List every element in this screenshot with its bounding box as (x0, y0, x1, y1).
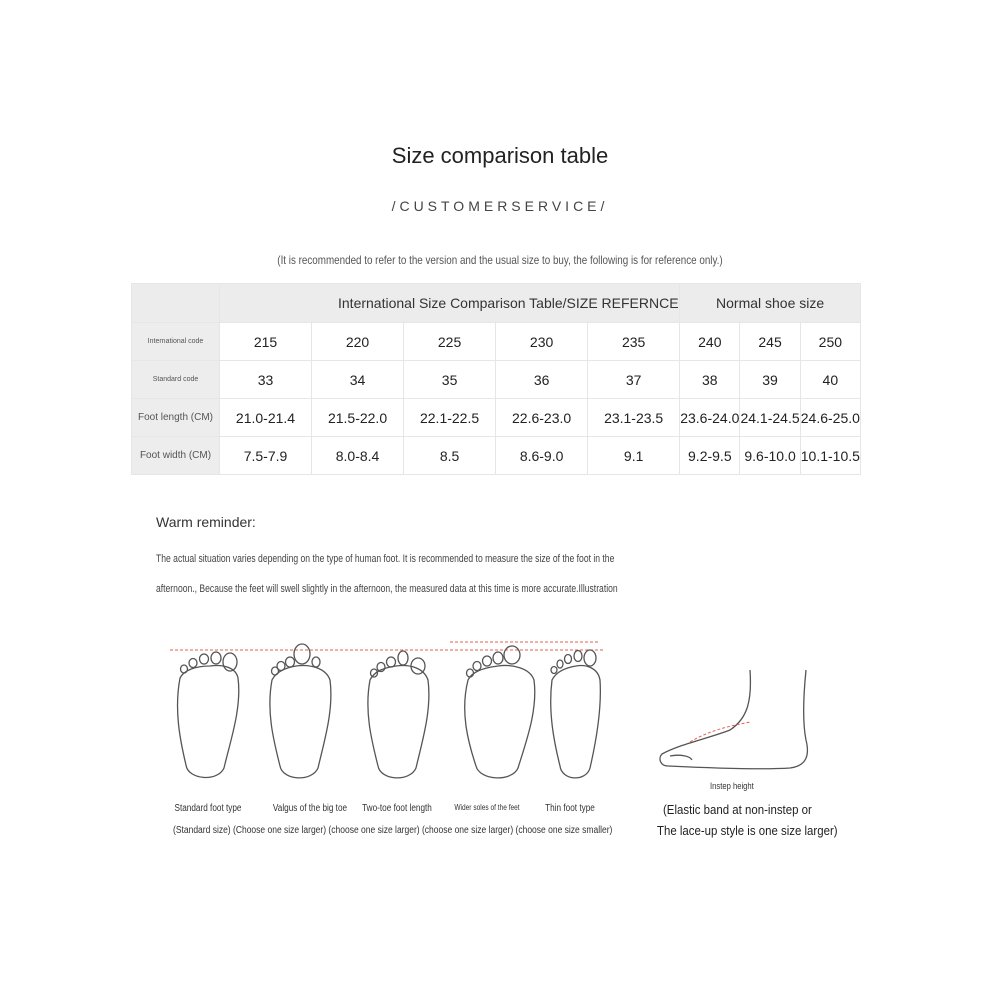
table-cell: 235 (588, 323, 680, 361)
table-cell: 9.6-10.0 (740, 437, 800, 475)
table-header-corner (132, 284, 220, 323)
valgus-foot-icon (270, 644, 331, 778)
table-cell: 22.6-23.0 (496, 399, 588, 437)
table-cell: 10.1-10.5 (800, 437, 860, 475)
table-cell: 33 (220, 361, 312, 399)
size-table (131, 283, 861, 475)
table-row (132, 399, 861, 437)
table-cell: 38 (680, 361, 740, 399)
table-cell: 220 (312, 323, 404, 361)
foot-caption: Standard foot type (174, 803, 242, 814)
page-subtitle: /CUSTOMERSERVICE/ (391, 198, 609, 214)
instep-foot-icon (660, 670, 807, 769)
wide-sole-foot-icon (465, 646, 535, 778)
instep-height-label: Instep height (710, 781, 754, 791)
thin-foot-icon (551, 650, 601, 778)
table-cell: 9.2-9.5 (680, 437, 740, 475)
table-cell: 215 (220, 323, 312, 361)
standard-foot-icon (178, 652, 239, 777)
table-cell: 8.0-8.4 (312, 437, 404, 475)
table-cell: 225 (404, 323, 496, 361)
warm-reminder-line: The actual situation varies depending on the type of human foot. It is recommended to measure the size of the foot in the (156, 553, 615, 565)
row-label-international-code: International code (132, 323, 220, 361)
foot-caption: Wider soles of the feet (454, 803, 520, 812)
foot-caption: Valgus of the big toe (272, 803, 348, 814)
table-cell: 8.5 (404, 437, 496, 475)
table-cell: 21.0-21.4 (220, 399, 312, 437)
table-cell: 35 (404, 361, 496, 399)
table-cell: 9.1 (588, 437, 680, 475)
table-cell: 240 (680, 323, 740, 361)
row-label-standard-code: Standard code (132, 361, 220, 399)
table-cell: 245 (740, 323, 800, 361)
foot-types-illustration (150, 630, 840, 790)
table-cell: 24.6-25.0 (800, 399, 860, 437)
table-cell: 250 (800, 323, 860, 361)
foot-caption: Two-toe foot length (362, 803, 432, 814)
table-row (132, 437, 861, 475)
table-cell: 23.1-23.5 (588, 399, 680, 437)
table-cell: 36 (496, 361, 588, 399)
table-cell: 7.5-7.9 (220, 437, 312, 475)
table-cell: 8.6-9.0 (496, 437, 588, 475)
warm-reminder-line: afternoon., Because the feet will swell slightly in the afternoon, the measured data at this time is more accurate.Illustration (156, 583, 618, 595)
two-toe-foot-icon (368, 651, 429, 778)
table-header-right: Normal shoe size (680, 284, 861, 323)
row-label-foot-length: Foot length (CM) (132, 399, 220, 437)
table-cell: 39 (740, 361, 800, 399)
page-title: Size comparison table (391, 143, 609, 168)
instep-guide-line (690, 722, 750, 742)
table-cell: 24.1-24.5 (740, 399, 800, 437)
row-label-foot-width: Foot width (CM) (132, 437, 220, 475)
reference-note: (It is recommended to refer to the version and the usual size to buy, the following is for reference only.) (277, 253, 723, 267)
table-cell: 23.6-24.0 (680, 399, 740, 437)
warm-reminder-title: Warm reminder: (156, 514, 256, 530)
instep-note-line: (Elastic band at non-instep or (663, 802, 812, 817)
foot-caption: Thin foot type (545, 803, 595, 814)
table-row (132, 361, 861, 399)
table-header-row (132, 284, 861, 323)
table-header-main: International Size Comparison Table/SIZE REFERNCE (220, 284, 680, 323)
foot-subcaptions: (Standard size) (Choose one size larger) (choose one size larger) (choose one size larger) (choose one size smaller) (173, 825, 613, 836)
table-cell: 21.5-22.0 (312, 399, 404, 437)
table-row (132, 323, 861, 361)
instep-note-line: The lace-up style is one size larger) (657, 823, 838, 838)
table-cell: 40 (800, 361, 860, 399)
table-cell: 22.1-22.5 (404, 399, 496, 437)
table-cell: 230 (496, 323, 588, 361)
table-cell: 34 (312, 361, 404, 399)
table-cell: 37 (588, 361, 680, 399)
